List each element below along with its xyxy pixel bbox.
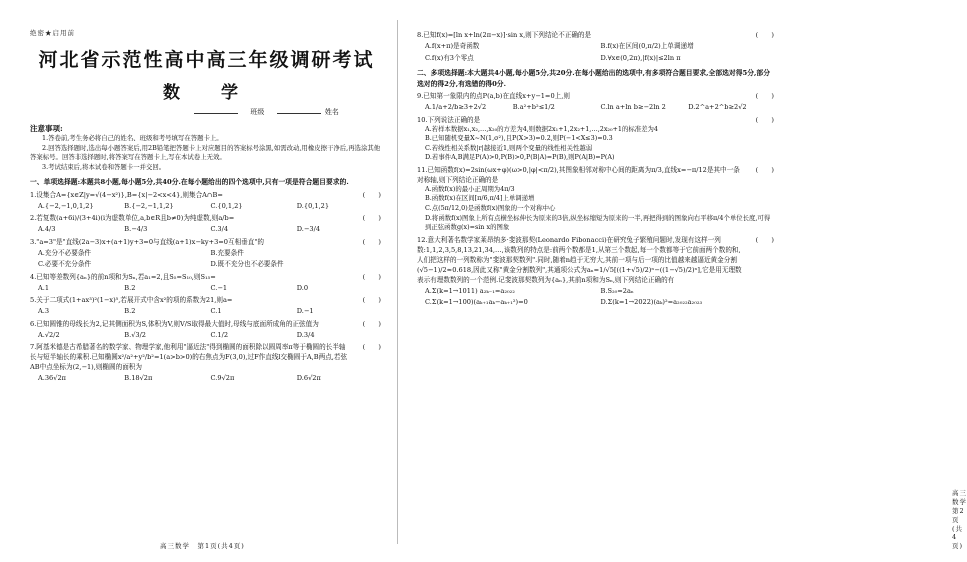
answer-option: D.既不充分也不必要条件 [210,260,284,269]
option-row [38,330,383,341]
page-2 [397,0,967,562]
answer-option: C.点(5π/12,0)是函数f(x)图象的一个对称中心 [425,204,556,213]
answer-option: D.6√2π [296,374,321,383]
answer-option: A.{−2,−1,0,1,2} [38,201,94,210]
name-class-fields [150,107,383,117]
answer-option: D.∀x∈(0,2π),|f(x)|≤2ln π [600,53,681,62]
answer-option: B.充要条件 [210,248,244,257]
answer-option: C.若线性相关系数|r|越接近1,则两个变量的线性相关性越弱 [425,143,593,152]
question [30,295,383,317]
option-row [38,224,383,235]
answer-paren: ( ) [362,214,381,223]
answer-option: D.将函数f(x)图象上所有点横坐标伸长为原来的3倍,纵坐标缩短为原来的一半,再把得到的图象向右平移π/4个单位长度,可得到正弦函数g(x)=sin x的图象 [425,213,771,232]
question-stem: 11.已知函数f(x)=2sin(ωx+φ)(ω>0,|φ|<π/2),其图象相邻对称中心间的距离为π/3,直线x=−π/12是其中一条对称轴,则下列结论正确的是 ( ) [417,165,774,184]
question [30,272,383,294]
answer-option: D.−1 [296,307,314,316]
notice-item: 3.考试结束后,将本试卷和答题卡一并交回。 [42,162,166,171]
answer-paren: ( ) [362,296,381,305]
answer-option: A.36√2π [38,374,66,383]
option-row [38,306,383,317]
exam-subject: 数 学 [163,83,250,103]
question [417,165,776,233]
answer-option: D.Σ(k=1→2022)(aₖ)²=a₂₀₂₂a₂₀₂₃ [600,298,703,307]
class-blank[interactable] [194,107,238,114]
answer-option: A.1 [38,283,50,292]
answer-option: C.Σ(k=1→100)(aₖ₊₁aₖ−aₖ₊₁²)=0 [425,298,528,307]
answer-option: B.已知随机变量X~N(1,σ²),且P(X>3)=0.2,则P(−1<X≤3)=0.3 [425,134,613,143]
answer-option: A.√2/2 [38,330,60,339]
question-stem: 3."a=3"是"直线(2a−3)x+(a+1)y+3=0与直线(a+1)x−ky+3=0互相垂直"的 ( ) [30,237,381,246]
page-footer-right: 高三数学 第2页(共4页) [952,489,967,550]
question-stem: 10.下列说法正确的是 ( ) [417,115,774,124]
answer-option: C.{0,1,2} [210,201,243,210]
answer-paren: ( ) [755,115,774,124]
answer-paren: ( ) [755,92,774,100]
section-2-heading: 二、多项选择题:本大题共4小题,每小题5分,共20分.在每小题给出的选项中,有多项符合题目要求,全部选对得5分,部分选对的得2分,有选错的得0分. [417,69,771,88]
answer-option: D.−3/4 [296,225,321,234]
answer-option: C.3/4 [210,225,229,234]
option-row [38,201,383,212]
answer-option: A.Σ(k=1→1011) a₂ₖ₋₁=a₂₀₂₂ [425,286,515,295]
question [417,30,776,63]
answer-paren: ( ) [362,319,381,328]
answer-paren: ( ) [362,190,381,199]
question-8 [417,30,776,63]
answer-option: C.1 [210,307,222,316]
answer-option: A.函数f(x)的最小正周期为4π/3 [425,184,515,193]
option-row [425,41,776,52]
answer-option: C.ln a+ln b≥−2ln 2 [600,103,666,111]
question [417,91,776,113]
answer-option: A.1/a+2/b≥3+2√2 [425,103,487,111]
option-row [38,283,383,294]
question-stem: 8.已知f(x)=[ln x+ln(2π−x)]·sin x,则下列结论不正确的是 ( ) [417,31,774,39]
answer-option: A.4/3 [38,225,56,234]
exam-title: 河北省示范性高中高三年级调研考试 [38,49,375,71]
answer-option: A.3 [38,307,50,316]
question [417,115,776,163]
answer-paren: ( ) [755,31,774,39]
answer-option: A.充分不必要条件 [38,248,92,257]
answer-option: B.S₂₀=2aₙ [600,286,634,295]
answer-option: C.1/2 [210,330,229,339]
answer-option: B.−4/3 [124,225,148,234]
question-stem: 5.关于二项式(1+ax³)²(1−x)⁵,若展开式中含x²的项的系数为21,则a= ( ) [30,296,381,305]
question-stem: 9.已知第一象限内的点P(a,b)在直线x+y−1=0上,则 ( ) [417,92,774,100]
section-1-questions [30,190,383,384]
question-stem: 2.若复数(a+6i)/(3+4i)(i为虚数单位,a,b∈R且b≠0)为纯虚数,则a/b= ( ) [30,214,381,223]
question [30,190,383,212]
confidential-label: 绝密★启用前 [30,29,75,37]
answer-option: C.−1 [210,283,228,292]
answer-paren: ( ) [755,165,774,174]
answer-option: D.0 [296,283,309,292]
question [30,342,383,384]
option-row [425,297,776,308]
answer-option: C.9√2π [210,374,235,383]
question-stem: 4.已知等差数列{aₙ}的前n项和为Sₙ,若a₁=2,且S₅=S₁₀,则S₁₅= ( ) [30,272,381,281]
option-row [38,259,383,270]
option-row [38,373,383,384]
option-row [38,248,383,259]
section-1-heading: 一、单项选择题:本题共8小题,每小题5分,共40分.在每小题给出的四个选项中,只有一项是符合题目要求的. [30,178,349,187]
answer-option: B.√3/2 [124,330,147,339]
answer-option: D.3/4 [296,330,315,339]
answer-option: B.f(x)在区间(0,π/2)上单调递增 [600,42,694,50]
answer-option: C.f(x)有3个零点 [425,53,474,62]
answer-option: D.{0,1,2} [296,201,330,210]
answer-paren: ( ) [362,237,381,246]
name-label: 姓名 [324,108,339,116]
question [30,237,383,270]
answer-option: B.函数f(x)在区间[π/6,π/4]上单调递增 [425,194,535,203]
answer-paren: ( ) [755,235,774,244]
option-row [425,53,776,64]
option-row [425,102,776,113]
question [417,235,776,308]
notice-item: 1.答卷前,考生务必将自己的姓名、班级和考号填写在答题卡上。 [42,134,223,142]
section-2-questions [417,91,776,308]
question-stem: 7.阿基米德是古希腊著名的数学家、物理学家,他利用"逼近法"得到椭圆的面积除以圆周率π等于椭圆的长半轴长与短半轴长的乘积.已知椭圆x²/a²+y²/b²=1(a>b>0)的右焦点为F(3,0),过F作直线l交椭圆于A,B两点,若弦AB中点坐标为(2,−1),则椭圆的面积为 ( ) [30,343,381,372]
notice-item: 2.回答选择题时,选出每小题答案后,用2B铅笔把答题卡上对应题目的答案标号涂黑,如需改动,用橡皮擦干净后,再选涂其他答案标号。回答非选择题时,将答案写在答题卡上,写在本试卷上无效。 [30,143,381,162]
answer-option: A.若样本数据x₁,x₂,…,x₂₀的方差为4,则数据2x₁+1,2x₂+1,…,2x₂₀+1的标准差为4 [425,124,658,133]
answer-option: B.{−2,−1,1,2} [124,201,174,210]
question-stem: 12.意大利著名数学家莱昂纳多·斐波那契(Leonardo Fibonacci)在研究兔子繁殖问题时,发现有这样一列数:1,1,2,3,5,8,13,21,34,…,该数列的特点是:前两个数都是1,从第三个数起,每一个数都等于它前面两个数的和,人们把这样的一列数称为"斐波那契数列".同时,随着n趋于无穷大,其前一项与后一项的比值越来越逼近黄金分割(√5−1)/2≈0.618,因此又称"黄金分割数列",其通项公式为aₙ=1/√5[((1+√5)/2)ⁿ−((1−√5)/2)ⁿ],它是用无理数表示有理数数列的一个范例.记斐波那契数列为{aₙ},其前n项和为Sₙ,则下列结论正确的有 ( ) [417,235,774,284]
page-footer-left: 高三数学 第1页(共4页) [160,542,245,550]
name-blank[interactable] [277,107,321,114]
question-stem: 1.设集合A={x∈Z|y=√(4−x²)},B={x|−2<x<4},则集合A∩B= ( ) [30,190,381,199]
answer-option: B.a²+b²≤1/2 [512,103,555,111]
answer-option: C.必要不充分条件 [38,260,92,269]
answer-option: D.若事件A,B满足P(A)>0,P(B)>0,P(B|A)=P(B),则P(A|B)=P(A) [425,153,615,162]
answer-option: D.2^a+2^b≥2√2 [688,103,747,111]
answer-option: A.f(x+π)是奇函数 [425,42,480,50]
answer-option: B.2 [124,307,136,316]
question-stem: 6.已知圆锥的母线长为2,记其侧面积为S,体积为V,则V/S取得最大值时,母线与底面所成角的正弦值为 ( ) [30,319,381,328]
question [30,213,383,235]
class-label: 班级 [250,108,265,116]
answer-paren: ( ) [362,272,381,281]
question [30,319,383,341]
answer-option: B.2 [124,283,136,292]
answer-paren: ( ) [362,343,381,352]
answer-option: B.18√2π [124,374,153,383]
page-1 [0,0,397,562]
option-row [425,286,776,297]
notice-heading: 注意事项: [30,124,63,133]
